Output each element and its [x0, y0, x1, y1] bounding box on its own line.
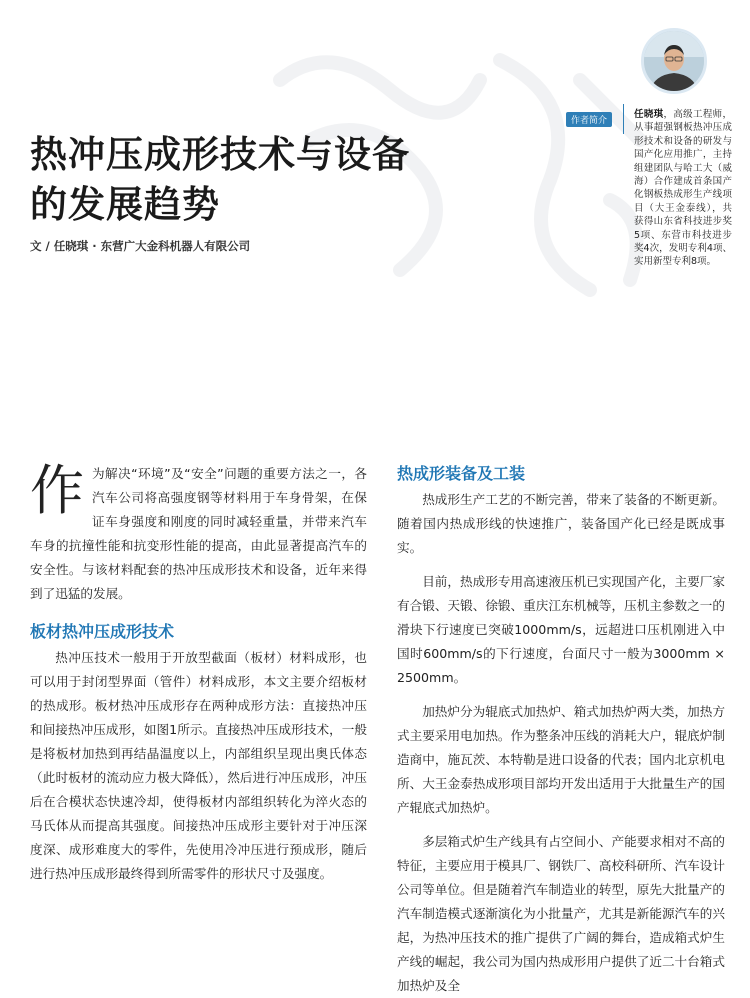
paragraph-gap — [397, 560, 725, 570]
equipment-paragraph-1: 热成形生产工艺的不断完善，带来了装备的不断更新。随着国内热成形线的快速推广，装备国产化已经是既成事实。 — [397, 492, 725, 555]
equipment-paragraph-3: 加热炉分为辊底式加热炉、箱式加热炉两大类，加热方式主要采用电加热。作为整条冲压线的消耗大户，辊底炉制造商中，施瓦茨、本特勒是进口设备的代表；国内北京机电所、大王金泰热成形项目部均开发出适用于大批量生产的国产辊底式加热炉。 — [397, 704, 725, 815]
author-bio — [634, 108, 732, 269]
equipment-paragraph-4: 多层箱式炉生产线具有占空间小、产能要求相对不高的特征，主要应用于模具厂、钢铁厂、高校科研所、汽车设计公司等单位。但是随着汽车制造业的转型，原先大批量产的汽车制造模式逐渐演化为小批量产，尤其是新能源汽车的兴起，为热冲压技术的推广提供了广阔的舞台，造成箱式炉生产线的崛起，我公司为国内热成形用户提供了近二十台箱式加热炉及全 — [397, 834, 725, 993]
left-column — [30, 459, 367, 886]
sheet-forming-paragraph: 热冲压技术一般用于开放型截面（板材）材料成形，也可以用于封闭型界面（管件）材料成形，本文主要介绍板材的热成形。板材热冲压成形存在两种成形方法：直接热冲压和间接热冲压成形，如图1所示。直接热冲压成形技术，一般是将板材加热到再结晶温度以上，内部组织呈现出奥氏体态（此时板材的流动应力极大降低），然后进行冲压成形，冲压后在合模状态快速冷却，使得板材内部组织转化为淬火态的马氏体从而提高其强度。间接热冲压成形主要针对于冲压深度深、成形难度大的零件，先使用冷冲压进行预成形，随后进行热冲压成形最终得到所需零件的形状尺寸及强度。 — [30, 650, 367, 881]
intro-text: 为解决“环境”及“安全”问题的重要方法之一，各汽车公司将高强度钢等材料用于车身骨架，在保证车身强度和刚度的同时减轻重量，并带来汽车车身的抗撞性能和抗变形性能的提高，由此显著提高汽车的安全性。与该材料配套的热冲压成形技术和设备，近年来得到了迅猛的发展。 — [30, 466, 367, 601]
intro-paragraph — [30, 459, 367, 606]
author-name: 任晓琪 — [634, 109, 664, 120]
right-column — [397, 462, 725, 998]
section-heading-equipment: 热成形装备及工装 — [397, 464, 526, 483]
drop-cap: 作 — [30, 459, 84, 522]
equipment-paragraph-2: 目前，热成形专用高速液压机已实现国产化，主要厂家有合锻、天锻、徐锻、重庆江东机械等，压机主参数之一的滑块下行速度已突破1000mm/s，远超进口压机刚进入中国时600mm/s的下行速度，台面尺寸一般为3000mm × 2500mm。 — [397, 574, 725, 685]
title-line-2: 的发展趋势 — [30, 183, 220, 226]
article-title — [30, 130, 590, 230]
author-photo — [644, 31, 704, 91]
paragraph-gap — [397, 690, 725, 700]
author-portrait — [641, 28, 707, 94]
paragraph-gap — [397, 820, 725, 830]
section-heading-sheet-forming: 板材热冲压成形技术 — [30, 622, 175, 641]
author-divider — [623, 104, 624, 134]
byline: 文 / 任晓琪 · 东营广大金科机器人有限公司 — [30, 239, 251, 253]
title-line-1: 热冲压成形技术与设备 — [30, 133, 410, 176]
author-bio-text: ，高级工程师，从事超强钢板热冲压成形技术和设备的研发与国产化应用推广，主持组建团队与哈工大（威海）合作建成首条国产化钢板热成形生产线项目（大王金泰线），共获得山东省科技进步奖5项、东营市科技进步奖4次，发明专利4项、实用新型专利8项。 — [634, 109, 732, 268]
author-intro-tag: 作者简介 — [566, 112, 612, 127]
